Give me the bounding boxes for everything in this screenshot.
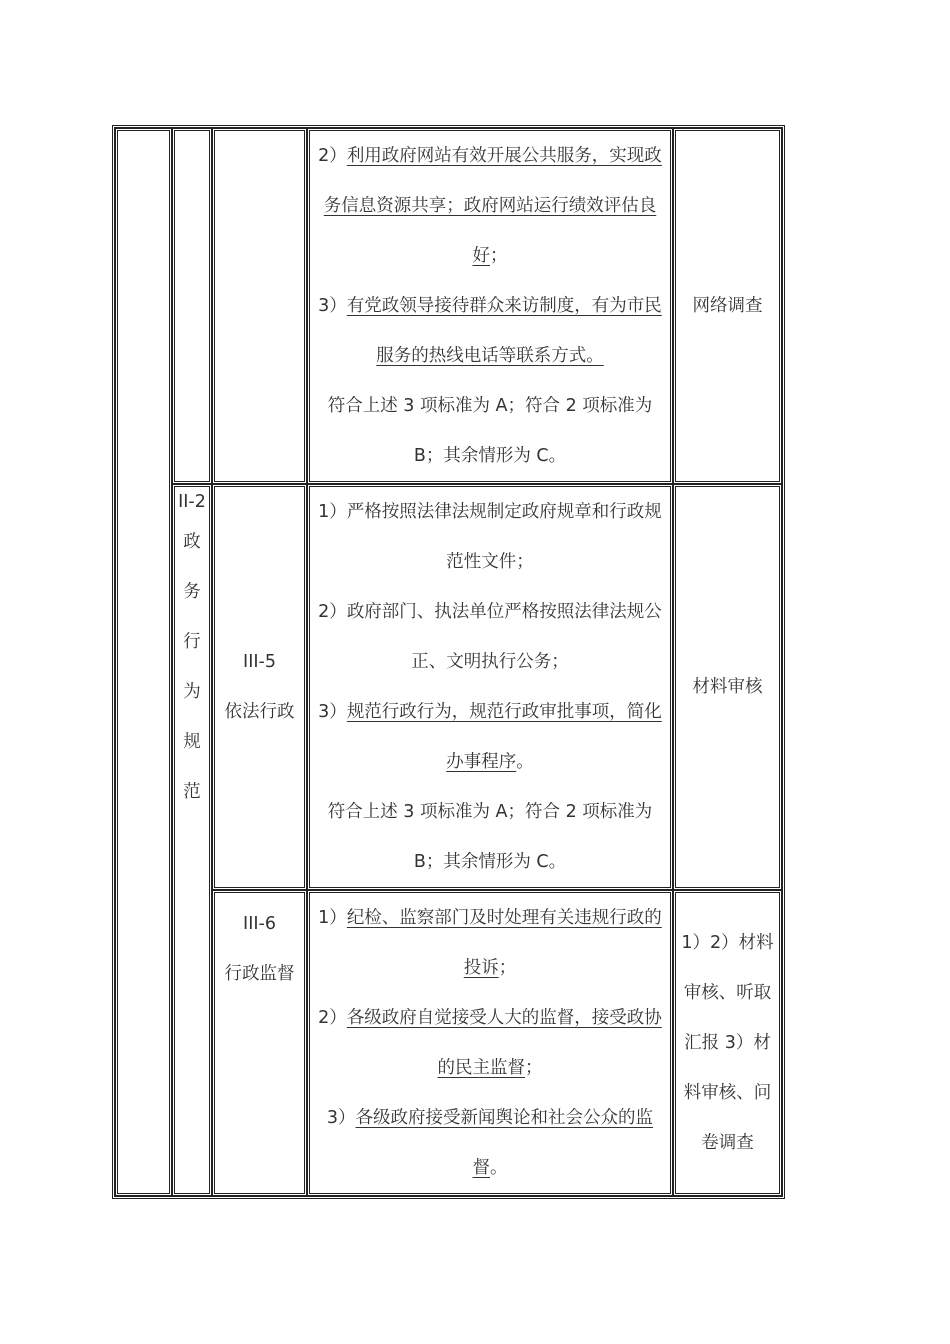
criteria-item: 2）各级政府自觉接受人大的监督，接受政协的民主监督；	[318, 1008, 662, 1078]
criteria-item: 1）纪检、监察部门及时处理有关违规行政的投诉；	[318, 908, 662, 978]
level3-code: III-5	[243, 652, 276, 672]
criteria-item: 2）利用政府网站有效开展公共服务，实现政务信息资源共享；政府网站运行绩效评估良好；	[318, 146, 662, 266]
table-row	[115, 890, 782, 1196]
evaluation-table	[112, 125, 785, 1199]
level2-code: II-2	[178, 492, 206, 512]
method-cell: 材料审核	[673, 484, 782, 890]
criteria-item: 3）各级政府接受新闻舆论和社会公众的监督。	[326, 1108, 654, 1178]
method-cell: 1）2）材料审核、听取汇报 3）材料审核、问卷调查	[673, 890, 782, 1196]
method-cell: 网络调查	[673, 128, 782, 484]
level3-cell	[212, 484, 307, 890]
table-row	[115, 484, 782, 890]
criteria-item: 2）政府部门、执法单位严格按照法律法规公正、文明执行公务；	[318, 602, 662, 672]
level3-cell	[212, 890, 307, 1196]
criteria-cell	[307, 484, 673, 890]
table-row	[115, 128, 782, 484]
criteria-cell	[307, 890, 673, 1196]
criteria-item: 3）规范行政行为，规范行政审批事项，简化办事程序。	[318, 702, 662, 772]
criteria-item: 3）有党政领导接待群众来访制度，有为市民服务的热线电话等联系方式。	[318, 296, 662, 366]
level3-cell-empty	[212, 128, 307, 484]
level3-code: III-6	[243, 914, 276, 934]
grading-note: 符合上述 3 项标准为 A；符合 2 项标准为 B；其余情形为 C。	[327, 396, 653, 466]
level3-name: 行政监督	[224, 964, 295, 984]
level1-cell	[115, 128, 172, 1196]
level3-name: 依法行政	[224, 702, 295, 722]
level2-cell: II-2 政 务 行 为 规 范	[172, 484, 212, 1196]
grading-note: 符合上述 3 项标准为 A；符合 2 项标准为 B；其余情形为 C。	[327, 802, 653, 872]
criteria-item: 1）严格按照法律法规制定政府规章和行政规范性文件；	[318, 502, 662, 572]
level2-cell-empty	[172, 128, 212, 484]
criteria-cell	[307, 128, 673, 484]
